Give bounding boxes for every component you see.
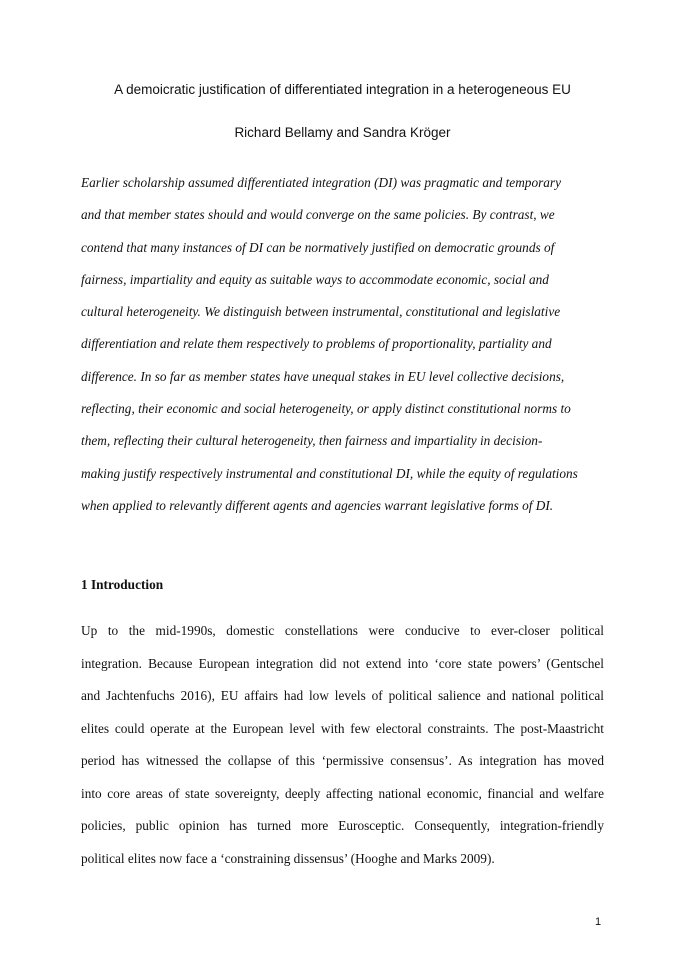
abstract-line: them, reflecting their cultural heterogeneity, then fairness and impartiality in decision- — [81, 433, 543, 449]
body-line: policies, public opinion has turned more Eurosceptic. Consequently, integration-friendly — [81, 818, 604, 833]
abstract-line: reflecting, their economic and social heterogeneity, or apply distinct constitutional norms to — [81, 401, 571, 417]
abstract-line: fairness, impartiality and equity as suitable ways to accommodate economic, social and — [81, 271, 549, 287]
body-line: and Jachtenfuchs 2016), EU affairs had low levels of political salience and national political — [81, 688, 604, 703]
abstract-line: cultural heterogeneity. We distinguish between instrumental, constitutional and legislative — [81, 304, 561, 320]
abstract-line: Earlier scholarship assumed differentiated integration (DI) was pragmatic and temporary — [81, 175, 562, 190]
abstract-line: differentiation and relate them respectively to problems of proportionality, partiality and — [81, 336, 552, 352]
body-line: elites could operate at the European level with few electoral constraints. The post-Maastricht — [81, 720, 604, 736]
body-line: political elites now face a ‘constraining dissensus’ (Hooghe and Marks 2009). — [81, 850, 495, 866]
body-line: integration. Because European integration did not extend into ‘core state powers’ (Gentschel — [81, 655, 604, 671]
paper-authors: Richard Bellamy and Sandra Kröger — [234, 125, 451, 140]
abstract-line: when applied to relevantly different agents and agencies warrant legislative forms of DI. — [81, 497, 554, 513]
introduction-paragraph — [81, 615, 604, 875]
abstract-line: difference. In so far as member states have unequal stakes in EU level collective decisions, — [81, 368, 565, 384]
body-line: period has witnessed the collapse of this ‘permissive consensus’. As integration has moved — [81, 753, 604, 768]
abstract-line: contend that many instances of DI can be normatively justified on democratic grounds of — [81, 239, 555, 255]
section-heading: 1 Introduction — [81, 577, 164, 592]
body-line: into core areas of state sovereignty, deeply affecting national economic, financial and welfare — [81, 785, 604, 801]
abstract-line: and that member states should and would converge on the same policies. By contrast, we — [81, 207, 555, 223]
abstract — [81, 167, 606, 522]
abstract-line: making justify respectively instrumental and constitutional DI, while the equity of regulations — [81, 465, 578, 481]
page-number: 1 — [594, 916, 602, 928]
body-line: Up to the mid-1990s, domestic constellations were conducive to ever-closer political — [81, 623, 604, 638]
paper-title: A demoicratic justification of differentiated integration in a heterogeneous EU — [114, 82, 571, 97]
